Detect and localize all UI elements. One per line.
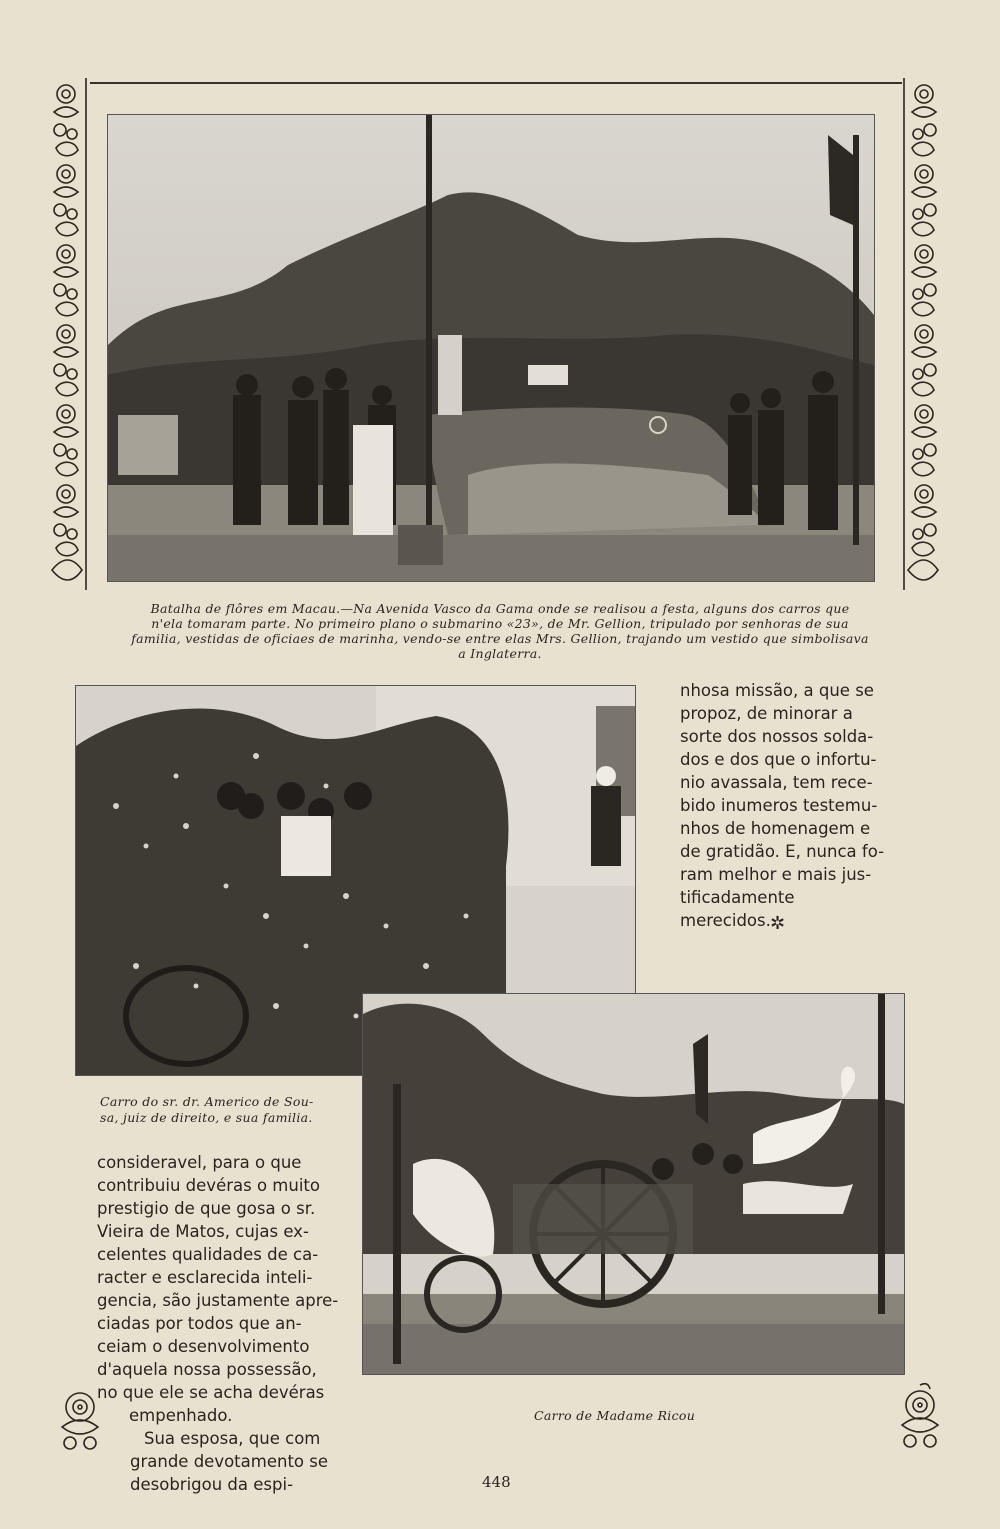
caption-bottom: Carro de Madame Ricou [534,1408,696,1423]
caption-top [96,601,904,661]
text-line: propoz, de minorar a [680,704,853,723]
text-line: grande devotamento se [130,1452,328,1471]
text-line: celentes qualidades de ca- [97,1245,319,1264]
parade-submarine-float-icon [108,115,874,581]
right-column-text [680,679,886,932]
text-line: tificadamente merecidos. [680,888,795,930]
text-line: nhosa missão, a que se [680,681,874,700]
bottom-left-rose-ornament-icon [52,1385,108,1455]
text-line: nio avassala, tem rece- [680,773,873,792]
text-line: nhos de homenagem e [680,819,871,838]
text-line: ceiam o desenvolvimento [97,1337,310,1356]
left-column-text-2 [130,1427,353,1496]
text-line: sorte dos nossos solda- [680,727,874,746]
text-line: dos e dos que o infortu- [680,750,877,769]
text-line: ciadas por todos que an- [97,1314,302,1333]
section-star: ✲ [770,913,786,934]
caption-top-line3: familia, vestidas de oficiaes de marinha, vendo-se entre elas Mrs. Gellion, trajando um vestido que simbolisava [131,631,869,646]
caption-middle-line1: Carro do sr. dr. Americo de Sou- [100,1094,314,1109]
text-line: prestigio de que gosa o sr. [97,1199,316,1218]
swan-carriage-float-icon [363,994,904,1374]
text-line: contribuiu devéras o muito [97,1176,320,1195]
text-line: Sua esposa, que com [144,1429,321,1448]
caption-top-line2: n'ela tomaram parte. No primeiro plano o submarino «23», de Mr. Gellion, tripulado por senhoras de sua [151,616,849,631]
photo-bottom-carriage [362,993,905,1375]
text-line: Vieira de Matos, cujas ex- [97,1222,309,1241]
text-line: ram melhor e mais jus- [680,865,872,884]
text-line: de gratidão. E, nunca fo- [680,842,885,861]
text-line: consideravel, para o que [97,1153,302,1172]
caption-middle [100,1094,340,1126]
caption-top-line1: Batalha de flôres em Macau.—Na Avenida Vasco da Gama onde se realisou a festa, alguns dos carros que [150,601,850,616]
text-line: d'aquela nossa possessão, [97,1360,317,1379]
left-floral-border [46,74,92,594]
text-line: desobrigou da espi- [130,1475,294,1494]
left-column-text [97,1151,353,1427]
photo-top-parade [107,114,875,582]
text-line: no que ele se acha devéras [97,1383,325,1402]
text-line: bido inumeros testemu- [680,796,878,815]
text-line: empenhado. [129,1406,233,1425]
bottom-right-rose-ornament-icon [892,1381,948,1453]
caption-top-line4: a Inglaterra. [458,646,542,661]
text-line: gencia, são justamente apre- [97,1291,339,1310]
page-number: 448 [482,1473,511,1491]
right-floral-border [898,74,944,594]
top-rule [90,82,902,84]
caption-middle-line2: sa, juiz de direito, e sua familia. [100,1110,313,1125]
text-line: racter e esclarecida inteli- [97,1268,313,1287]
